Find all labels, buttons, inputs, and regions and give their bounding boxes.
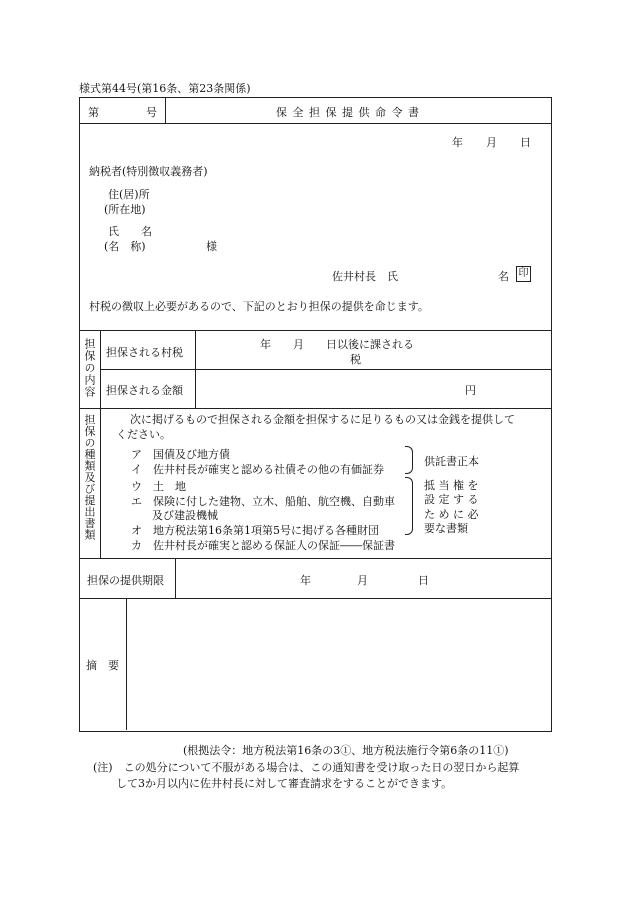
list-item: ア 国債及び地方債 [131, 448, 230, 461]
deadline-year: 年 [300, 574, 311, 587]
list-item: 及び建設機械 [152, 509, 218, 522]
divider [79, 598, 552, 599]
instruction-text: 村税の徴収上必要があるので、下記のとおり担保の提供を命じます。 [89, 300, 429, 313]
taxpayer-label: 納税者(特別徴収義務者) [89, 165, 208, 178]
issuer-name-suffix: 名 [498, 270, 509, 283]
list-item: エ 保険に付した建物、立木、船舶、航空機、自動車 [131, 495, 395, 508]
number-label-suffix: 号 [146, 106, 157, 119]
date-month: 月 [486, 136, 497, 149]
issuer: 佐井村長 氏 [332, 270, 398, 283]
divider [175, 558, 176, 598]
date-day: 日 [520, 136, 531, 149]
documents-intro-cont: ください。 [116, 428, 171, 441]
remarks-label: 摘 要 [86, 659, 119, 672]
deposit-note: 供託書正本 [424, 455, 479, 468]
divider [100, 408, 101, 558]
date-year: 年 [452, 136, 463, 149]
address-label-alt: (所在地) [104, 203, 146, 216]
mortgage-note-line: 抵 当 権 を [424, 479, 479, 492]
divider [79, 558, 552, 559]
secured-amount-label: 担保される金額 [106, 384, 183, 397]
legal-basis: (根拠法令：地方税法第16条の3①、地方税法施行令第6条の11①) [183, 744, 509, 757]
divider [79, 123, 552, 124]
brace-mortgage [405, 477, 413, 535]
divider [126, 598, 127, 730]
honorific: 様 [206, 240, 217, 253]
brace-deposit [405, 446, 413, 474]
appeal-note: (注) この処分について不服がある場合は、この通知書を受け取った日の翌日から起算 [93, 761, 520, 774]
divider [79, 330, 552, 331]
mortgage-note-line: た め に 必 [424, 508, 479, 521]
amount-unit: 円 [465, 384, 476, 397]
mortgage-note-line: 要な書類 [424, 522, 468, 535]
document-title: 保 全 担 保 提 供 命 令 書 [276, 106, 420, 119]
secured-tax-value: 年 月 日以後に課される [260, 338, 414, 351]
name-label-alt: (名 称) [104, 240, 146, 253]
divider [165, 97, 166, 123]
mortgage-note-line: 設 定 す る [424, 493, 479, 506]
appeal-note-cont: して3か月以内に佐井村長に対して審査請求をすることができます。 [116, 777, 453, 790]
divider [79, 408, 552, 409]
content-side-label: 担保の内容 [83, 338, 96, 398]
seal-stamp: 印 [516, 266, 531, 282]
divider [100, 369, 552, 370]
secured-tax-suffix: 税 [350, 353, 361, 366]
documents-intro: 次に掲げるもので担保される金額を担保するに足りるもの又は金銭を提供して [130, 413, 515, 426]
deadline-month: 月 [357, 574, 368, 587]
list-item: ウ 土 地 [131, 480, 186, 493]
deadline-label: 担保の提供期限 [87, 574, 164, 587]
name-label: 氏 名 [108, 225, 152, 238]
list-item: カ 佐井村長が確実と認める保証人の保証――保証書 [131, 539, 395, 552]
list-item: イ 佐井村長が確実と認める社債その他の有価証券 [131, 463, 384, 476]
address-label: 住(居)所 [108, 188, 150, 201]
secured-tax-label: 担保される村税 [106, 346, 183, 359]
deadline-day: 日 [418, 574, 429, 587]
documents-side-label: 担保の種類及び提出書類 [83, 414, 96, 541]
list-item: オ 地方税法第16条第1項第5号に掲げる各種財団 [131, 524, 379, 537]
form-id: 様式第44号(第16条、第23条関係) [79, 82, 251, 95]
number-label-prefix: 第 [88, 106, 99, 119]
